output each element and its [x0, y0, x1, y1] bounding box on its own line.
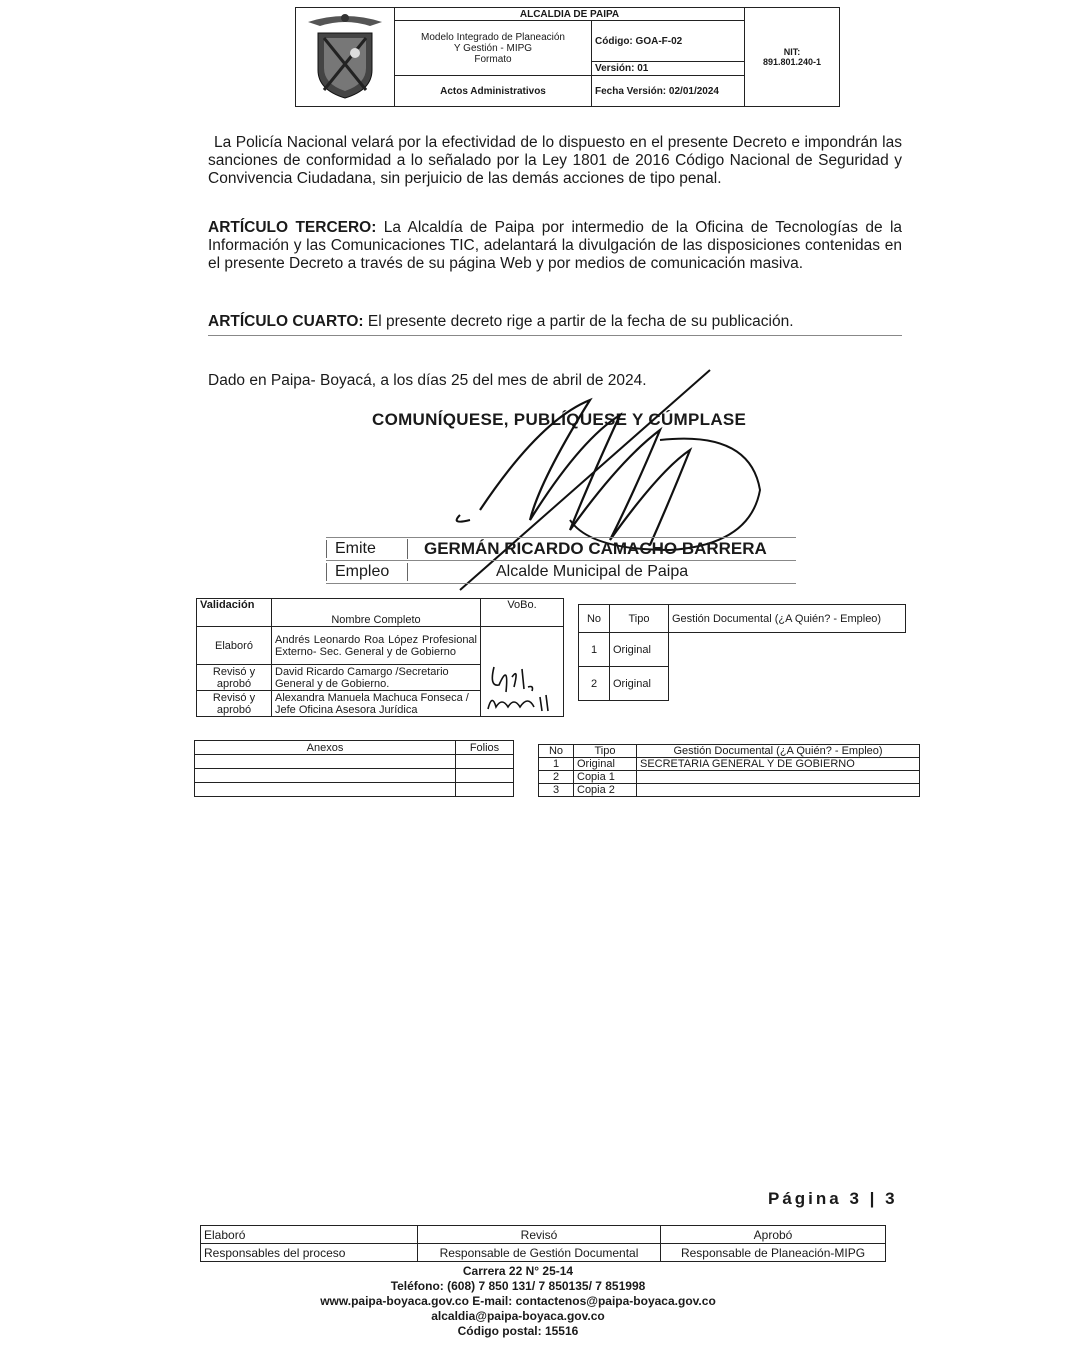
- given-in: Dado en Paipa- Boyacá, a los días 25 del mes de abril de 2024.: [208, 372, 647, 389]
- gestion-tipo: Original: [610, 633, 669, 667]
- nit-label: NIT:: [783, 47, 801, 57]
- gestion-tipo: Original: [610, 667, 669, 701]
- gestion-tipo: Original: [574, 758, 637, 771]
- code-cell: Código: GOA-F-02: [592, 21, 745, 62]
- validation-role: Elaboró: [197, 627, 272, 665]
- footer-reviso: Revisó: [418, 1226, 661, 1244]
- footer-table: [200, 1225, 886, 1262]
- paragraph-police: La Policía Nacional velará por la efectividad de lo dispuesto en el presente Decreto e impondrán las sanciones de conformidad a lo señalado por la Ley 1801 de 2016 Código Nacional de Seguridad y Convivencia Ciudadana, sin perjuicio de las demás acciones de tipo penal.: [208, 134, 902, 187]
- col-nombre: Nombre Completo: [272, 599, 481, 627]
- signer-block: [326, 537, 796, 584]
- gestion-empty: [669, 633, 906, 667]
- col-folios: Folios: [456, 741, 514, 755]
- validation-table: [196, 598, 564, 717]
- gestion-destino: [637, 784, 920, 797]
- contact-address: Carrera 22 N° 25-14: [462, 1264, 574, 1278]
- article-fourth: [208, 313, 902, 336]
- footer-responsables: Responsables del proceso: [201, 1244, 418, 1262]
- table-row: [195, 755, 514, 769]
- format-label: Formato: [474, 53, 512, 65]
- version-cell: Versión: 01: [592, 62, 745, 76]
- closing-formula: COMUNÍQUESE, PUBLÍQUESE Y CÚMPLASE: [372, 410, 747, 429]
- validation-role: Revisó y aprobó: [197, 665, 272, 691]
- table-row: [195, 783, 514, 797]
- table-row: [539, 758, 920, 771]
- validation-name: David Ricardo Camargo /Secretario General y de Gobierno.: [272, 665, 481, 691]
- col-anexos: Anexos: [195, 741, 456, 755]
- gestion-top-table: [578, 604, 906, 701]
- empleo-label: Empleo: [326, 563, 407, 581]
- col-no: No: [539, 745, 574, 758]
- article-fourth-label: ARTÍCULO CUARTO:: [208, 313, 364, 330]
- col-gestion: Gestión Documental (¿A Quién? - Empleo): [669, 605, 906, 633]
- table-row: [579, 667, 906, 701]
- emite-value: GERMÁN RICARDO CAMACHO BARRERA: [407, 539, 796, 559]
- contact-web: www.paipa-boyaca.gov.co E-mail: contactenos@paipa-boyaca.gov.co: [320, 1294, 716, 1308]
- article-fourth-text: El presente decreto rige a partir de la fecha de su publicación.: [363, 313, 794, 330]
- col-vobo: VoBo.: [481, 599, 564, 627]
- document-header: [295, 7, 840, 107]
- gestion-destino: [637, 771, 920, 784]
- system-line1: Modelo Integrado de Planeación: [421, 31, 565, 43]
- table-row: [197, 627, 564, 665]
- initials-signature-icon: [484, 657, 558, 713]
- validation-name: Andrés Leonardo Roa López Profesional Externo- Sec. General y de Gobierno: [272, 627, 481, 665]
- table-row: [195, 769, 514, 783]
- footer-gestion: Responsable de Gestión Documental: [418, 1244, 661, 1262]
- gestion-tipo: Copia 1: [574, 771, 637, 784]
- gestion-no: 1: [539, 758, 574, 771]
- contact-phone: Teléfono: (608) 7 850 131/ 7 850135/ 7 851998: [390, 1279, 646, 1293]
- gestion-no: 1: [579, 633, 610, 667]
- doc-type-cell: Actos Administrativos: [395, 76, 592, 107]
- anexos-table: [194, 740, 514, 797]
- article-third-text: La Alcaldía de Paipa por intermedio de la Oficina de Tecnologías de la Información y las Comunicaciones TIC, adelantará la divulgación de las disposiciones contenidas en el presente Decreto a través de su página Web y por medios de comunicación masiva.: [208, 219, 903, 272]
- version-date-cell: Fecha Versión: 02/01/2024: [592, 76, 745, 107]
- emite-label: Emite: [326, 540, 407, 558]
- empleo-value: Alcalde Municipal de Paipa: [407, 563, 796, 581]
- validation-name: Alexandra Manuela Machuca Fonseca / Jefe Oficina Asesora Jurídica: [272, 691, 481, 717]
- system-line2: Y Gestión - MIPG: [453, 42, 533, 54]
- footer-planeacion: Responsable de Planeación-MIPG: [661, 1244, 886, 1262]
- footer-aprobo: Aprobó: [661, 1226, 886, 1244]
- vobo-cell: [481, 627, 564, 717]
- col-tipo: Tipo: [610, 605, 669, 633]
- coat-of-arms-icon: [300, 8, 390, 103]
- footer-elaboro: Elaboró: [201, 1226, 418, 1244]
- article-third: [208, 219, 902, 273]
- nit-value: 891.801.240-1: [762, 57, 822, 67]
- contact-postal: Código postal: 15516: [457, 1324, 579, 1338]
- contact-mail: alcaldia@paipa-boyaca.gov.co: [431, 1309, 605, 1323]
- gestion-bottom-table: [538, 744, 920, 797]
- nit-cell: [745, 8, 840, 107]
- contact-block: [200, 1264, 836, 1339]
- col-no: No: [579, 605, 610, 633]
- gestion-no: 2: [579, 667, 610, 701]
- col-tipo: Tipo: [574, 745, 637, 758]
- col-validacion: Validación: [197, 599, 272, 627]
- table-row: [539, 771, 920, 784]
- validation-role: Revisó y aprobó: [197, 691, 272, 717]
- gestion-no: 3: [539, 784, 574, 797]
- page-number: Página 3 | 3: [768, 1189, 898, 1208]
- gestion-empty: [669, 667, 906, 701]
- article-third-label: ARTÍCULO TERCERO:: [208, 219, 377, 236]
- entity-name: ALCALDIA DE PAIPA: [395, 8, 745, 21]
- gestion-destino: SECRETARIA GENERAL Y DE GOBIERNO: [637, 758, 920, 771]
- table-row: [539, 784, 920, 797]
- coat-of-arms-cell: [296, 8, 395, 107]
- gestion-tipo: Copia 2: [574, 784, 637, 797]
- system-cell: [395, 21, 592, 76]
- gestion-no: 2: [539, 771, 574, 784]
- col-gestion: Gestión Documental (¿A Quién? - Empleo): [637, 745, 920, 758]
- table-row: [579, 633, 906, 667]
